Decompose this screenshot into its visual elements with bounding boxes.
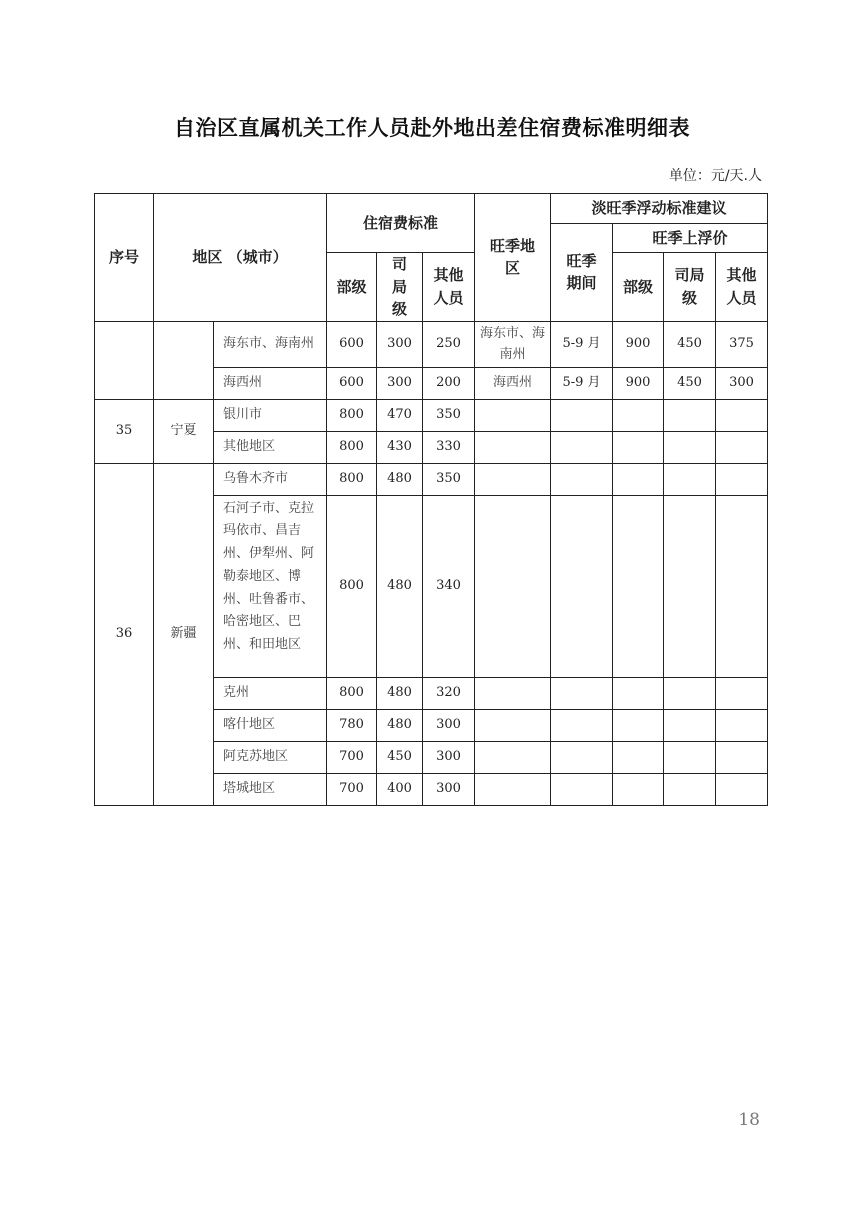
header-bu-2: 部级 xyxy=(613,253,664,322)
header-bu: 部级 xyxy=(327,253,377,322)
city-cell: 喀什地区 xyxy=(214,709,327,741)
header-peak-price: 旺季上浮价 xyxy=(613,224,768,253)
city-cell: 乌鲁木齐市 xyxy=(214,463,327,495)
peak-other-cell: 375 xyxy=(716,321,768,367)
table-row xyxy=(95,463,768,495)
seq-cell: 36 xyxy=(95,463,154,805)
header-region: 地区 （城市） xyxy=(154,194,327,322)
other-cell: 250 xyxy=(423,321,475,367)
siju-cell: 430 xyxy=(377,431,423,463)
lodging-standard-table xyxy=(94,193,768,806)
other-cell: 350 xyxy=(423,399,475,431)
other-cell: 340 xyxy=(423,495,475,677)
peak-other-cell: 300 xyxy=(716,367,768,399)
bu-cell: 600 xyxy=(327,367,377,399)
other-cell: 300 xyxy=(423,741,475,773)
peak-region-cell: 海西州 xyxy=(475,367,551,399)
siju-cell: 480 xyxy=(377,495,423,677)
province-cell xyxy=(154,321,214,399)
page-title: 自治区直属机关工作人员赴外地出差住宿费标准明细表 xyxy=(174,116,690,140)
siju-cell: 470 xyxy=(377,399,423,431)
city-cell: 其他地区 xyxy=(214,431,327,463)
other-cell: 350 xyxy=(423,463,475,495)
bu-cell: 800 xyxy=(327,399,377,431)
siju-cell: 480 xyxy=(377,463,423,495)
other-cell: 320 xyxy=(423,677,475,709)
header-other: 其他 人员 xyxy=(423,253,475,322)
table-row xyxy=(95,321,768,367)
bu-cell: 800 xyxy=(327,463,377,495)
peak-region-cell: 海东市、海南州 xyxy=(475,321,551,367)
bu-cell: 600 xyxy=(327,321,377,367)
page-number: 18 xyxy=(738,1110,760,1130)
city-cell: 克州 xyxy=(214,677,327,709)
other-cell: 300 xyxy=(423,773,475,805)
siju-cell: 400 xyxy=(377,773,423,805)
bu-cell: 780 xyxy=(327,709,377,741)
peak-bu-cell: 900 xyxy=(613,321,664,367)
city-cell: 石河子市、克拉玛依市、昌吉州、伊犁州、阿勒泰地区、博州、吐鲁番市、哈密地区、巴州、和田地区 xyxy=(214,495,327,677)
siju-cell: 450 xyxy=(377,741,423,773)
other-cell: 300 xyxy=(423,709,475,741)
city-cell: 海东市、海南州 xyxy=(214,321,327,367)
header-lodging: 住宿费标准 xyxy=(327,194,475,253)
bu-cell: 800 xyxy=(327,495,377,677)
bu-cell: 700 xyxy=(327,773,377,805)
province-cell: 宁夏 xyxy=(154,399,214,463)
siju-cell: 300 xyxy=(377,367,423,399)
siju-cell: 480 xyxy=(377,709,423,741)
other-cell: 200 xyxy=(423,367,475,399)
city-cell: 银川市 xyxy=(214,399,327,431)
header-other-2: 其他 人员 xyxy=(716,253,768,322)
peak-period-cell: 5-9 月 xyxy=(551,321,613,367)
siju-cell: 300 xyxy=(377,321,423,367)
header-siju: 司 局 级 xyxy=(377,253,423,322)
header-siju-2: 司局 级 xyxy=(664,253,716,322)
header-off-peak: 淡旺季浮动标准建议 xyxy=(551,194,768,224)
siju-cell: 480 xyxy=(377,677,423,709)
bu-cell: 800 xyxy=(327,677,377,709)
bu-cell: 800 xyxy=(327,431,377,463)
peak-siju-cell: 450 xyxy=(664,367,716,399)
peak-siju-cell: 450 xyxy=(664,321,716,367)
header-peak-period: 旺季 期间 xyxy=(551,224,613,322)
table-row xyxy=(95,399,768,431)
city-cell: 塔城地区 xyxy=(214,773,327,805)
seq-cell: 35 xyxy=(95,399,154,463)
other-cell: 330 xyxy=(423,431,475,463)
peak-period-cell: 5-9 月 xyxy=(551,367,613,399)
city-cell: 海西州 xyxy=(214,367,327,399)
header-seq: 序号 xyxy=(95,194,154,322)
unit-label: 单位：元/天.人 xyxy=(668,168,762,184)
province-cell: 新疆 xyxy=(154,463,214,805)
city-cell: 阿克苏地区 xyxy=(214,741,327,773)
peak-bu-cell: 900 xyxy=(613,367,664,399)
bu-cell: 700 xyxy=(327,741,377,773)
seq-cell xyxy=(95,321,154,399)
header-peak-region: 旺季地 区 xyxy=(475,194,551,322)
